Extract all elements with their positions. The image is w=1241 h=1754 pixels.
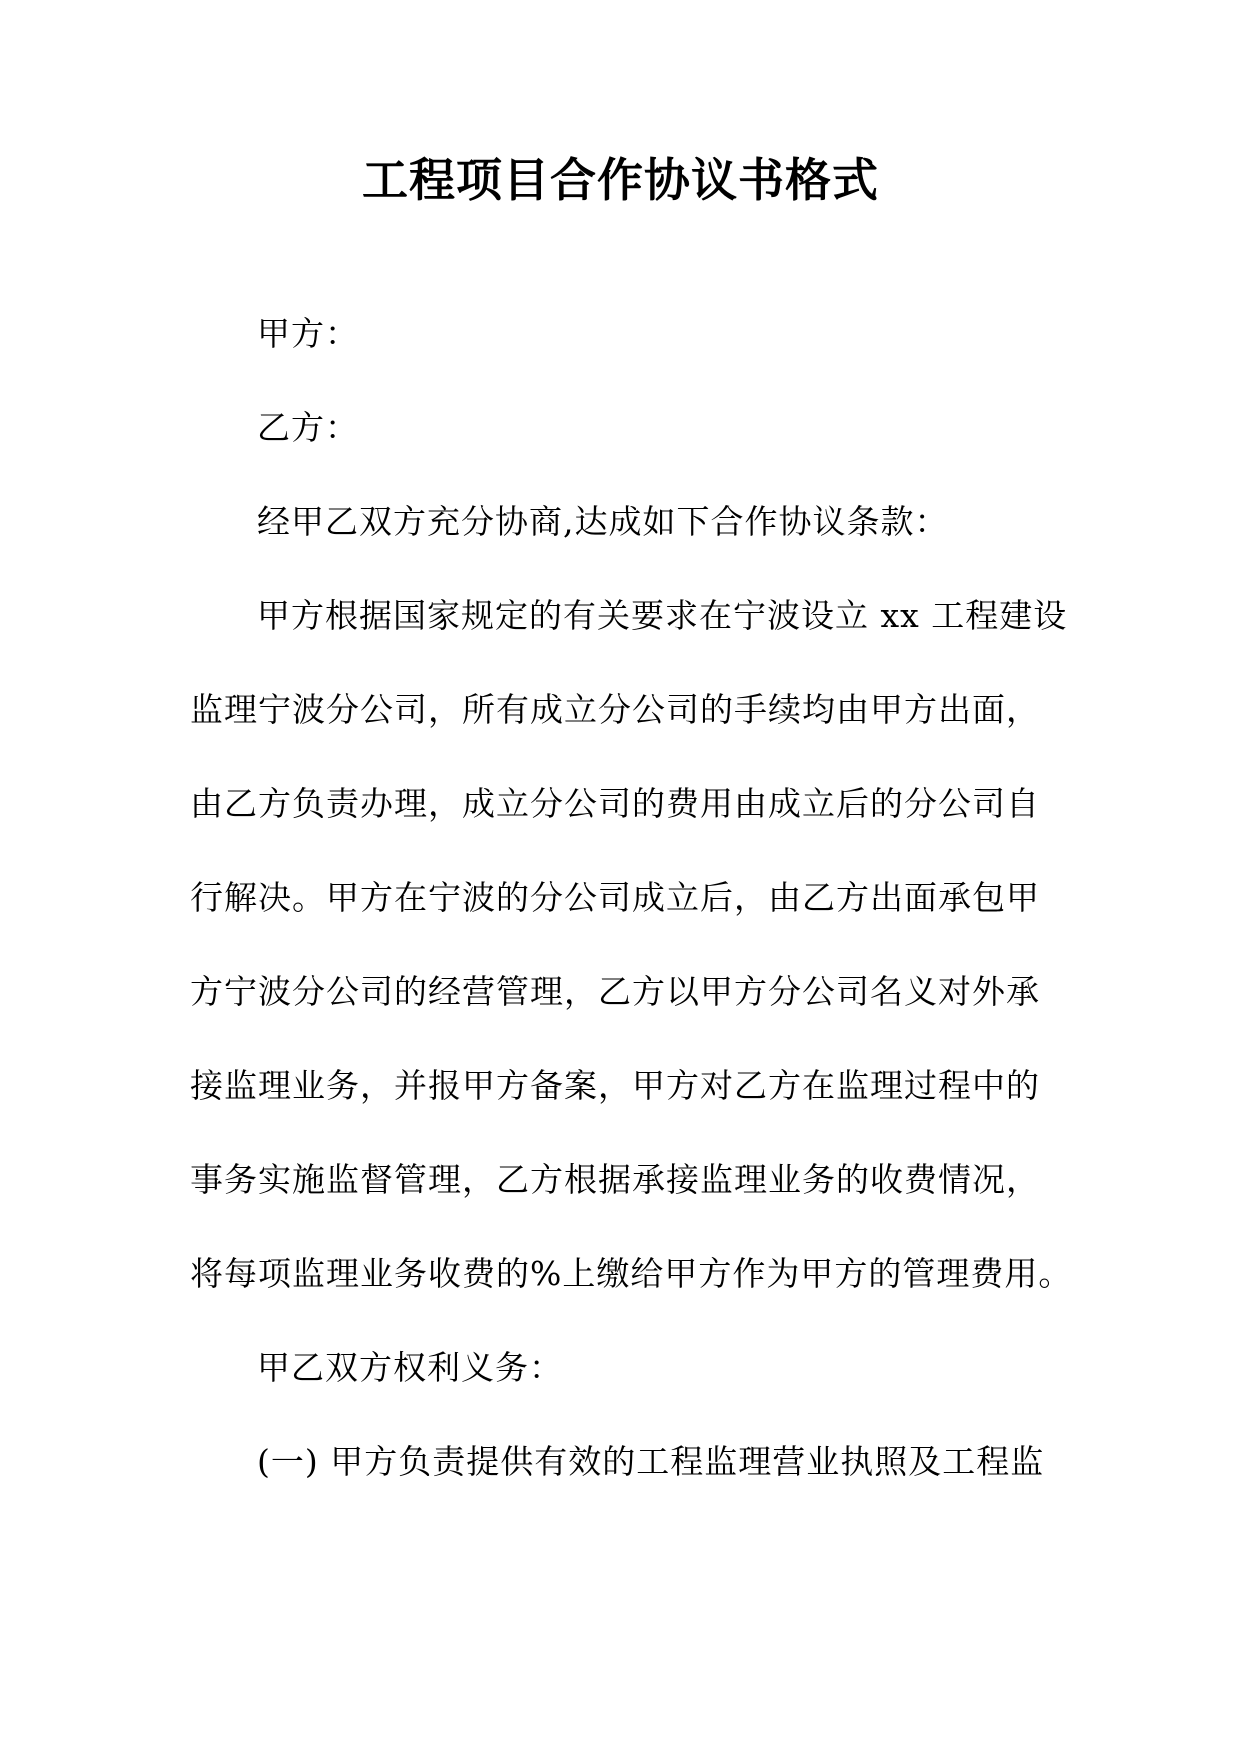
party-b-label: 乙方： [257, 408, 359, 447]
party-a-label: 甲方： [257, 314, 359, 353]
paragraph-line: 由乙方负责办理，成立分公司的费用由成立后的分公司自 [190, 784, 1040, 823]
paragraph-line: 接监理业务，并报甲方备案，甲方对乙方在监理过程中的 [190, 1066, 1040, 1105]
paragraph-line: 事务实施监督管理，乙方根据承接监理业务的收费情况， [190, 1160, 1040, 1199]
paragraph-line: 甲方根据国家规定的有关要求在宁波设立 xx 工程建设 [257, 596, 1068, 635]
paragraph-line: 行解决。甲方在宁波的分公司成立后，由乙方出面承包甲 [190, 878, 1040, 917]
document-title: 工程项目合作协议书格式 [362, 153, 879, 207]
paragraph-line: 方宁波分公司的经营管理，乙方以甲方分公司名义对外承 [190, 972, 1040, 1011]
section-heading: 甲乙双方权利义务： [257, 1348, 563, 1387]
paragraph-line: 监理宁波分公司，所有成立分公司的手续均由甲方出面， [190, 690, 1040, 729]
clause-item: (一) 甲方负责提供有效的工程监理营业执照及工程监 [257, 1442, 1045, 1481]
paragraph-intro: 经甲乙双方充分协商,达成如下合作协议条款： [257, 502, 949, 541]
paragraph-line: 将每项监理业务收费的%上缴给甲方作为甲方的管理费用。 [190, 1254, 1073, 1293]
